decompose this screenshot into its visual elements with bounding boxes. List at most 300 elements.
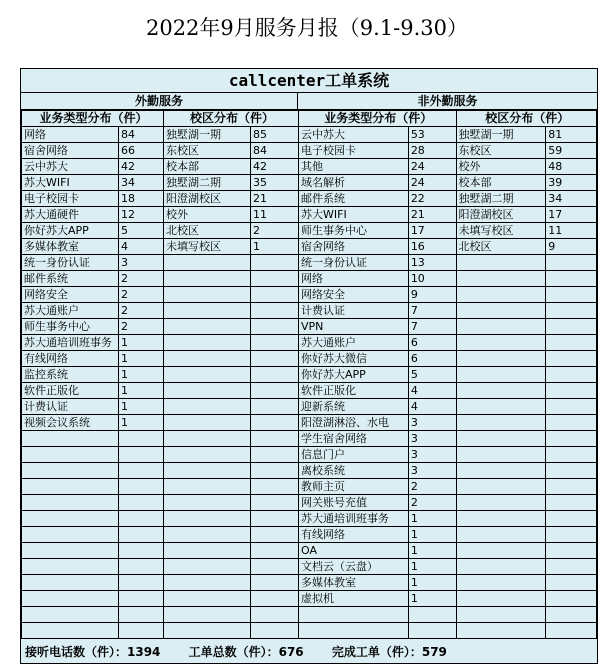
outside-row <box>22 463 299 479</box>
outside-type-count <box>119 559 164 575</box>
inside-campus-count <box>546 591 597 607</box>
outside-type-name: 视频会议系统 <box>22 415 119 431</box>
outside-type-name: 计费认证 <box>22 399 119 415</box>
outside-campus-name <box>164 495 251 511</box>
outside-type-count: 66 <box>119 143 164 159</box>
inside-campus-name <box>456 287 546 303</box>
inside-campus-count <box>546 447 597 463</box>
inside-campus-name <box>456 367 546 383</box>
inside-type-name: 苏大通账户 <box>299 335 409 351</box>
inside-campus-name <box>456 575 546 591</box>
outside-type-count: 42 <box>119 159 164 175</box>
inside-type-count: 53 <box>408 127 456 143</box>
inside-type-name: 邮件系统 <box>299 191 409 207</box>
inside-campus-count: 81 <box>546 127 597 143</box>
inside-campus-count <box>546 511 597 527</box>
outside-type-name <box>22 527 119 543</box>
inside-campus-name <box>456 447 546 463</box>
outside-row <box>22 383 299 399</box>
inside-type-name: 迎新系统 <box>299 399 409 415</box>
outside-campus-name: 校外 <box>164 207 251 223</box>
outside-campus-name <box>164 415 251 431</box>
outside-campus-name <box>164 543 251 559</box>
outside-type-count <box>119 495 164 511</box>
inside-row <box>299 559 597 575</box>
inside-type-count: 16 <box>408 239 456 255</box>
outside-type-name: 宿舍网络 <box>22 143 119 159</box>
inside-campus-count: 48 <box>546 159 597 175</box>
outside-service-header: 外勤服务 <box>21 93 298 110</box>
inside-row <box>299 399 597 415</box>
inside-type-count: 4 <box>408 383 456 399</box>
outside-type-count: 18 <box>119 191 164 207</box>
inside-type-count: 1 <box>408 511 456 527</box>
inside-row <box>299 527 597 543</box>
outside-row <box>22 575 299 591</box>
inside-row <box>299 351 597 367</box>
outside-row <box>22 527 299 543</box>
inside-type-name: 网关账号充值 <box>299 495 409 511</box>
inside-campus-name <box>456 255 546 271</box>
inside-campus-count: 17 <box>546 207 597 223</box>
outside-campus-count <box>251 479 299 495</box>
inside-campus-count <box>546 351 597 367</box>
inside-campus-name <box>456 495 546 511</box>
inside-campus-name <box>456 271 546 287</box>
inside-type-name: 宿舍网络 <box>299 239 409 255</box>
inside-campus-name <box>456 319 546 335</box>
inside-type-count: 28 <box>408 143 456 159</box>
inside-campus-count <box>546 559 597 575</box>
outside-campus-count <box>251 543 299 559</box>
inside-type-name: 网络安全 <box>299 287 409 303</box>
inside-campus-name: 北校区 <box>456 239 546 255</box>
outside-campus-count <box>251 623 299 639</box>
inside-row <box>299 175 597 191</box>
inside-type-name: 你好苏大APP <box>299 367 409 383</box>
inside-row <box>299 191 597 207</box>
inside-campus-count <box>546 399 597 415</box>
outside-campus-count <box>251 575 299 591</box>
outside-row <box>22 399 299 415</box>
tickets-total: 工单总数（件）：676 <box>188 645 304 659</box>
outside-campus-count <box>251 415 299 431</box>
inside-type-name <box>299 623 409 639</box>
outside-type-count: 1 <box>119 335 164 351</box>
outside-campus-name <box>164 511 251 527</box>
outside-row <box>22 447 299 463</box>
inside-type-name: 统一身份认证 <box>299 255 409 271</box>
inside-campus-count: 9 <box>546 239 597 255</box>
outside-row <box>22 287 299 303</box>
outside-campus-count <box>251 399 299 415</box>
inside-type-name: VPN <box>299 319 409 335</box>
outside-type-name <box>22 623 119 639</box>
inside-campus-count <box>546 303 597 319</box>
outside-campus-name <box>164 575 251 591</box>
outside-campus-count <box>251 271 299 287</box>
outside-campus-name <box>164 335 251 351</box>
inside-campus-name: 独墅湖一期 <box>456 127 546 143</box>
outside-type-name: 苏大通培训班事务 <box>22 335 119 351</box>
inside-type-name: 教师主页 <box>299 479 409 495</box>
outside-campus-name <box>164 431 251 447</box>
outside-type-count: 84 <box>119 127 164 143</box>
outside-campus-count <box>251 463 299 479</box>
inside-service-table <box>298 110 597 639</box>
inside-row <box>299 127 597 143</box>
outside-campus-count <box>251 607 299 623</box>
outside-campus-count <box>251 287 299 303</box>
inside-type-name: 云中苏大 <box>299 127 409 143</box>
outside-campus-name <box>164 367 251 383</box>
outside-type-count: 34 <box>119 175 164 191</box>
inside-campus-count <box>546 623 597 639</box>
outside-type-name <box>22 447 119 463</box>
outside-row <box>22 143 299 159</box>
inside-row <box>299 367 597 383</box>
inside-type-count: 3 <box>408 431 456 447</box>
outside-type-count <box>119 607 164 623</box>
inside-campus-name <box>456 431 546 447</box>
outside-type-name: 有线网络 <box>22 351 119 367</box>
outside-campus-count: 84 <box>251 143 299 159</box>
inside-type-count <box>408 623 456 639</box>
inside-type-name: 学生宿舍网络 <box>299 431 409 447</box>
outside-row <box>22 591 299 607</box>
tickets-completed: 完成工单（件）：579 <box>331 645 447 659</box>
outside-campus-name <box>164 383 251 399</box>
inside-type-count: 7 <box>408 319 456 335</box>
outside-row <box>22 415 299 431</box>
inside-type-count: 24 <box>408 159 456 175</box>
outside-type-count: 3 <box>119 255 164 271</box>
inside-row <box>299 607 597 623</box>
outside-row <box>22 191 299 207</box>
outside-type-name <box>22 543 119 559</box>
outside-type-name <box>22 495 119 511</box>
inside-type-count: 13 <box>408 255 456 271</box>
outside-row <box>22 543 299 559</box>
outside-campus-count: 21 <box>251 191 299 207</box>
outside-type-name: 邮件系统 <box>22 271 119 287</box>
inside-campus-count <box>546 463 597 479</box>
outside-campus-name: 独墅湖二期 <box>164 175 251 191</box>
outside-campus-count <box>251 303 299 319</box>
outside-campus-name <box>164 399 251 415</box>
outside-campus-name <box>164 463 251 479</box>
outside-type-name: 网络安全 <box>22 287 119 303</box>
inside-type-count: 24 <box>408 175 456 191</box>
inside-type-count: 5 <box>408 367 456 383</box>
inside-type-count: 6 <box>408 351 456 367</box>
inside-type-count: 10 <box>408 271 456 287</box>
outside-campus-name <box>164 351 251 367</box>
outside-campus-name <box>164 287 251 303</box>
outside-campus-count <box>251 527 299 543</box>
outside-campus-count: 1 <box>251 239 299 255</box>
outside-type-count: 1 <box>119 383 164 399</box>
outside-type-name: 苏大WIFI <box>22 175 119 191</box>
inside-type-name: 文档云（云盘） <box>299 559 409 575</box>
inside-type-count: 3 <box>408 447 456 463</box>
inside-campus-name: 校本部 <box>456 175 546 191</box>
outside-type-name: 监控系统 <box>22 367 119 383</box>
outside-campus-count: 85 <box>251 127 299 143</box>
inside-row <box>299 159 597 175</box>
inside-campus-header: 校区分布（件） <box>456 111 596 127</box>
inside-type-name: 电子校园卡 <box>299 143 409 159</box>
outside-type-count: 1 <box>119 415 164 431</box>
inside-type-name: 阳澄湖淋浴、水电 <box>299 415 409 431</box>
inside-row <box>299 431 597 447</box>
outside-campus-count <box>251 367 299 383</box>
outside-type-count <box>119 431 164 447</box>
outside-type-count <box>119 511 164 527</box>
inside-row <box>299 271 597 287</box>
calls-count: 接听电话数（件）：1394 <box>25 645 161 659</box>
outside-campus-count: 42 <box>251 159 299 175</box>
outside-type-name: 软件正版化 <box>22 383 119 399</box>
outside-row <box>22 239 299 255</box>
outside-campus-name: 独墅湖一期 <box>164 127 251 143</box>
inside-type-count: 3 <box>408 415 456 431</box>
inside-row <box>299 511 597 527</box>
outside-type-name <box>22 511 119 527</box>
inside-type-name: 域名解析 <box>299 175 409 191</box>
inside-row <box>299 463 597 479</box>
inside-campus-count <box>546 271 597 287</box>
inside-campus-count <box>546 495 597 511</box>
inside-campus-count <box>546 335 597 351</box>
outside-type-name <box>22 575 119 591</box>
outside-type-count: 2 <box>119 271 164 287</box>
inside-campus-count <box>546 575 597 591</box>
outside-type-count <box>119 463 164 479</box>
outside-type-count <box>119 623 164 639</box>
inside-campus-count <box>546 543 597 559</box>
outside-row <box>22 607 299 623</box>
inside-campus-name <box>456 479 546 495</box>
inside-campus-name <box>456 527 546 543</box>
inside-type-count: 1 <box>408 575 456 591</box>
inside-type-name: 其他 <box>299 159 409 175</box>
inside-campus-count: 11 <box>546 223 597 239</box>
outside-campus-name <box>164 303 251 319</box>
inside-row <box>299 447 597 463</box>
outside-campus-header: 校区分布（件） <box>164 111 299 127</box>
outside-campus-name: 东校区 <box>164 143 251 159</box>
inside-type-count <box>408 607 456 623</box>
inside-type-name: 苏大WIFI <box>299 207 409 223</box>
outside-type-count: 2 <box>119 319 164 335</box>
inside-type-count: 22 <box>408 191 456 207</box>
inside-campus-name: 独墅湖二期 <box>456 191 546 207</box>
inside-type-count: 3 <box>408 463 456 479</box>
inside-row <box>299 335 597 351</box>
outside-campus-count <box>251 559 299 575</box>
inside-row <box>299 575 597 591</box>
outside-row <box>22 175 299 191</box>
inside-type-count: 17 <box>408 223 456 239</box>
inside-row <box>299 255 597 271</box>
outside-campus-count <box>251 447 299 463</box>
inside-campus-name <box>456 335 546 351</box>
report-sheet <box>20 68 598 664</box>
outside-row <box>22 127 299 143</box>
inside-row <box>299 383 597 399</box>
inside-campus-name <box>456 399 546 415</box>
outside-campus-count <box>251 351 299 367</box>
inside-campus-count <box>546 415 597 431</box>
outside-campus-count: 2 <box>251 223 299 239</box>
outside-campus-count <box>251 431 299 447</box>
inside-row <box>299 287 597 303</box>
outside-type-name <box>22 479 119 495</box>
outside-campus-count: 11 <box>251 207 299 223</box>
inside-campus-count: 59 <box>546 143 597 159</box>
inside-type-name: 信息门户 <box>299 447 409 463</box>
inside-type-count: 21 <box>408 207 456 223</box>
inside-row <box>299 143 597 159</box>
outside-row <box>22 479 299 495</box>
inside-campus-name: 阳澄湖校区 <box>456 207 546 223</box>
outside-row <box>22 255 299 271</box>
outside-row <box>22 271 299 287</box>
inside-type-count: 9 <box>408 287 456 303</box>
outside-type-name <box>22 431 119 447</box>
outside-campus-name: 阳澄湖校区 <box>164 191 251 207</box>
outside-campus-name <box>164 559 251 575</box>
inside-type-count: 1 <box>408 591 456 607</box>
inside-row <box>299 319 597 335</box>
inside-campus-name <box>456 303 546 319</box>
outside-type-name <box>22 591 119 607</box>
inside-campus-name <box>456 543 546 559</box>
outside-row <box>22 495 299 511</box>
outside-campus-name: 校本部 <box>164 159 251 175</box>
inside-campus-name <box>456 623 546 639</box>
inside-service-header: 非外勤服务 <box>298 93 597 110</box>
inside-campus-name: 校外 <box>456 159 546 175</box>
outside-campus-count <box>251 591 299 607</box>
inside-row <box>299 623 597 639</box>
outside-row <box>22 431 299 447</box>
outside-type-count <box>119 591 164 607</box>
outside-campus-name: 北校区 <box>164 223 251 239</box>
inside-campus-name: 未填写校区 <box>456 223 546 239</box>
inside-type-count: 4 <box>408 399 456 415</box>
outside-campus-count <box>251 511 299 527</box>
outside-row <box>22 303 299 319</box>
inside-type-name: 你好苏大微信 <box>299 351 409 367</box>
outside-row <box>22 367 299 383</box>
system-title: callcenter工单系统 <box>21 69 597 93</box>
outside-row <box>22 319 299 335</box>
outside-type-name: 统一身份认证 <box>22 255 119 271</box>
inside-type-count: 1 <box>408 527 456 543</box>
inside-campus-count <box>546 383 597 399</box>
inside-type-name: 苏大通培训班事务 <box>299 511 409 527</box>
inside-row <box>299 543 597 559</box>
outside-campus-count <box>251 495 299 511</box>
outside-type-name: 电子校园卡 <box>22 191 119 207</box>
outside-row <box>22 223 299 239</box>
outside-campus-name <box>164 319 251 335</box>
outside-campus-count <box>251 255 299 271</box>
outside-campus-name <box>164 591 251 607</box>
summary-footer <box>21 641 597 663</box>
outside-row <box>22 559 299 575</box>
outside-type-count <box>119 575 164 591</box>
inside-type-header: 业务类型分布（件） <box>299 111 457 127</box>
outside-type-name: 多媒体教室 <box>22 239 119 255</box>
outside-type-count: 4 <box>119 239 164 255</box>
inside-type-name: 计费认证 <box>299 303 409 319</box>
outside-type-name: 苏大通硬件 <box>22 207 119 223</box>
outside-type-count <box>119 543 164 559</box>
inside-campus-name <box>456 415 546 431</box>
outside-type-name: 云中苏大 <box>22 159 119 175</box>
inside-type-count: 6 <box>408 335 456 351</box>
inside-type-count: 1 <box>408 543 456 559</box>
inside-campus-count <box>546 367 597 383</box>
outside-type-count: 12 <box>119 207 164 223</box>
outside-campus-name <box>164 271 251 287</box>
inside-type-name: 师生事务中心 <box>299 223 409 239</box>
inside-campus-name <box>456 351 546 367</box>
inside-campus-name <box>456 607 546 623</box>
outside-campus-name <box>164 255 251 271</box>
inside-campus-count <box>546 255 597 271</box>
outside-row <box>22 351 299 367</box>
inside-type-count: 2 <box>408 495 456 511</box>
inside-row <box>299 239 597 255</box>
inside-row <box>299 479 597 495</box>
inside-type-name: 有线网络 <box>299 527 409 543</box>
outside-type-name: 苏大通账户 <box>22 303 119 319</box>
outside-campus-count <box>251 335 299 351</box>
outside-type-count: 1 <box>119 351 164 367</box>
inside-row <box>299 207 597 223</box>
page-title: 2022年9月服务月报（9.1-9.30） <box>145 16 469 40</box>
outside-type-name: 师生事务中心 <box>22 319 119 335</box>
outside-row <box>22 207 299 223</box>
outside-type-count: 1 <box>119 367 164 383</box>
inside-campus-count <box>546 527 597 543</box>
outside-campus-count <box>251 383 299 399</box>
outside-type-count <box>119 479 164 495</box>
outside-row <box>22 511 299 527</box>
inside-type-name: OA <box>299 543 409 559</box>
inside-campus-count <box>546 319 597 335</box>
inside-campus-name <box>456 383 546 399</box>
inside-row <box>299 223 597 239</box>
outside-type-count: 2 <box>119 287 164 303</box>
inside-campus-count <box>546 287 597 303</box>
outside-campus-name: 未填写校区 <box>164 239 251 255</box>
outside-campus-name <box>164 527 251 543</box>
outside-type-name <box>22 607 119 623</box>
inside-campus-name: 东校区 <box>456 143 546 159</box>
outside-row <box>22 159 299 175</box>
inside-campus-count: 34 <box>546 191 597 207</box>
outside-row <box>22 623 299 639</box>
inside-row <box>299 415 597 431</box>
outside-type-count: 5 <box>119 223 164 239</box>
inside-campus-name <box>456 559 546 575</box>
inside-type-name <box>299 607 409 623</box>
